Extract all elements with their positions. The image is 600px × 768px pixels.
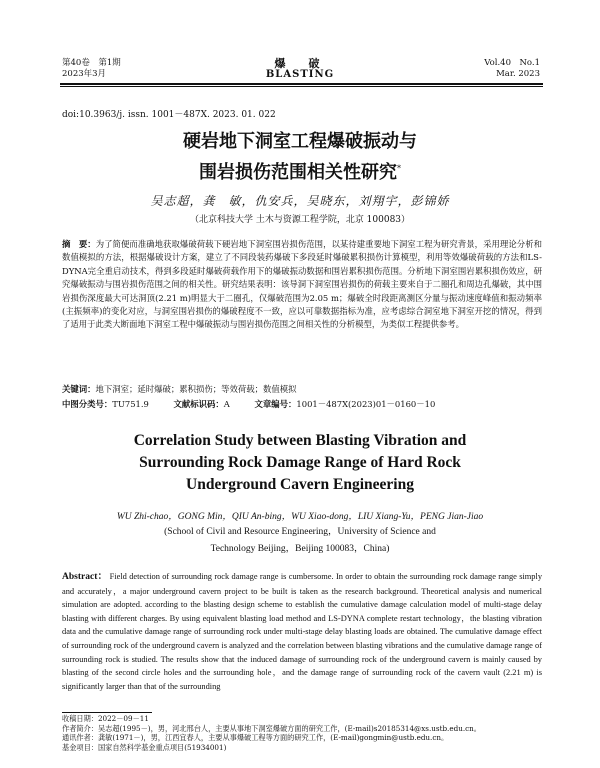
authors-cn: 吴志超，龚 敏，仇安兵，吴晓东，刘翔宇，彭锦娇 [150,194,450,208]
article-label: 文章编号： [254,399,297,409]
publication-date: 2023年3月 [62,69,107,79]
affiliation-cn: （北京科技大学 土木与资源工程学院，北京 100083） [189,215,411,225]
clc-value: TU751.9 [112,399,149,409]
affiliation-en-line2: Technology Beijing，Beijing 100083，China) [210,544,390,554]
keywords-label: 关键词： [62,384,96,394]
footnote-corresponding: 通讯作者：龚敏(1971－)，男，江西宜春人，主要从事爆破工程等方面的研究工作，(E-mail)gongmin@ustb.edu.cn。 [62,733,449,743]
authors-en: WU Zhi-chao，GONG Min，QIU An-bing，WU Xiao-dong，LIU Xiang-Yu，PENG Jian-Jiao [116,512,484,522]
volume-issue: 第40卷 第1期 [62,58,121,68]
title-en-line3: Underground Cavern Engineering [186,476,414,493]
title-cn-line2-text: 围岩损伤范围相关性研究 [199,162,397,183]
abstract-en-label: Abstract： [62,572,108,582]
running-header-right [484,58,540,80]
title-en-line2: Surrounding Rock Damage Range of Hard Rock [139,454,461,471]
title-en-line1: Correlation Study between Blasting Vibration and [133,432,467,449]
affiliation-en-line1: (School of Civil and Resource Engineering，University of Science and [164,527,436,537]
title-footnote-mark: * [397,164,401,173]
journal-name-cn: 爆 破 [274,57,326,70]
publication-date-en: Mar. 2023 [496,69,540,79]
footnote-fund: 基金项目：国家自然科学基金重点项目(51934001) [62,742,227,752]
title-cn-line1: 硬岩地下洞室工程爆破振动与 [183,131,417,152]
abstract-cn-text: 为了简便而准确地获取爆破荷载下硬岩地下洞室围岩损伤范围，以某待建重要地下洞室工程为研究背景，采用理论分析和数值模拟的方法，根据爆破设计方案，建立了不同段装药爆破下多段延时爆破累积损伤计算模型，利用等效爆破荷载的方法和LS-DYNA完全重启动技术，得到多段延时爆破荷载作用下的爆破振动数据和围岩累积损伤范围。分析地下洞室围岩累积损伤效应，研究爆破振动与围岩损伤范围之间的相关性。研究结果表明：该导洞下洞室围岩损伤的荷载主要来自于二圈孔和周边孔爆破，其中围岩损伤深度最大可达洞顶(2.21 m)明显大于二圈孔，仅爆破范围为2.05 m；爆破全时段距离测区分量与振动速度峰值和振动频率(主振频率)的变化对应，与洞室围岩损伤的爆破程度不一致，应以可靠数据指标为准，应考虑综合洞室地下洞室开挖的情况，得到了适用于此类大断面地下洞室工程中爆破振动与围岩损伤范围之间相关性的分析模型，为类似工程提供参考。 [62,239,542,330]
clc-label: 中图分类号： [62,399,113,409]
header-rule-thick [60,83,543,85]
classification-line [62,398,542,410]
volume-issue-en: Vol.40 No.1 [484,58,540,68]
footnote-received: 收稿日期：2022－09－11 [62,714,149,723]
abstract-cn [62,238,542,332]
article-value: 1001－487X(2023)01－0160－10 [296,399,436,409]
abstract-en-text: Field detection of surrounding rock damage range is cumbersome. In order to obtain the surrounding rock damage range simply and accurately，a major underground cavern project to be built is taken as the research background. Theoretical analysis and numerical simulation are adopted. according to the blasting design scheme to establish the cumulative damage calculation model of multi-stage delay blasting with different charges. By using equivalent blasting load method and LS-DYNA complete restart technology，the blasting vibration data and the cumulative damage range of surrounding rock under multi-stage delay blasting loads are obtained. The cumulative damage effect of surrounding rock of the underground cavern is analyzed and the correlation between blasting vibrations and the cumulative damage range of surrounding rock is studied. The results show that the induced damage of surrounding rock of the underground cavern is mainly caused by blasting of the second circle holes and the surrounding hole，and the damage range of surrounding rock of the cavern vault (2.21 m) is significantly larger than that of the surrounding [62,572,543,691]
header-rule-thin [60,86,543,87]
doi: doi:10.3963/j. issn. 1001－487X. 2023. 01. 022 [62,110,276,120]
article-number [255,398,436,410]
doc-code [174,398,230,410]
doc-value: A [223,399,230,409]
abstract-en [62,570,542,693]
title-cn-line2 [0,157,600,184]
footnote-author: 作者简介：吴志超(1995－)，男，河北邢台人，主要从事地下洞室爆破方面的研究工作，(E-mail)s20185314@xs.ustb.edu.cn。 [62,723,481,733]
keywords-cn [62,383,542,395]
abstract-cn-label: 摘 要： [62,239,96,249]
journal-name-en: BLASTING [265,69,335,80]
keywords-text: 地下洞室；延时爆破；累积损伤；等效荷载；数值模拟 [95,384,297,394]
clc-number [62,398,149,410]
footnote-rule [62,712,152,713]
doc-label: 文献标识码： [173,399,224,409]
